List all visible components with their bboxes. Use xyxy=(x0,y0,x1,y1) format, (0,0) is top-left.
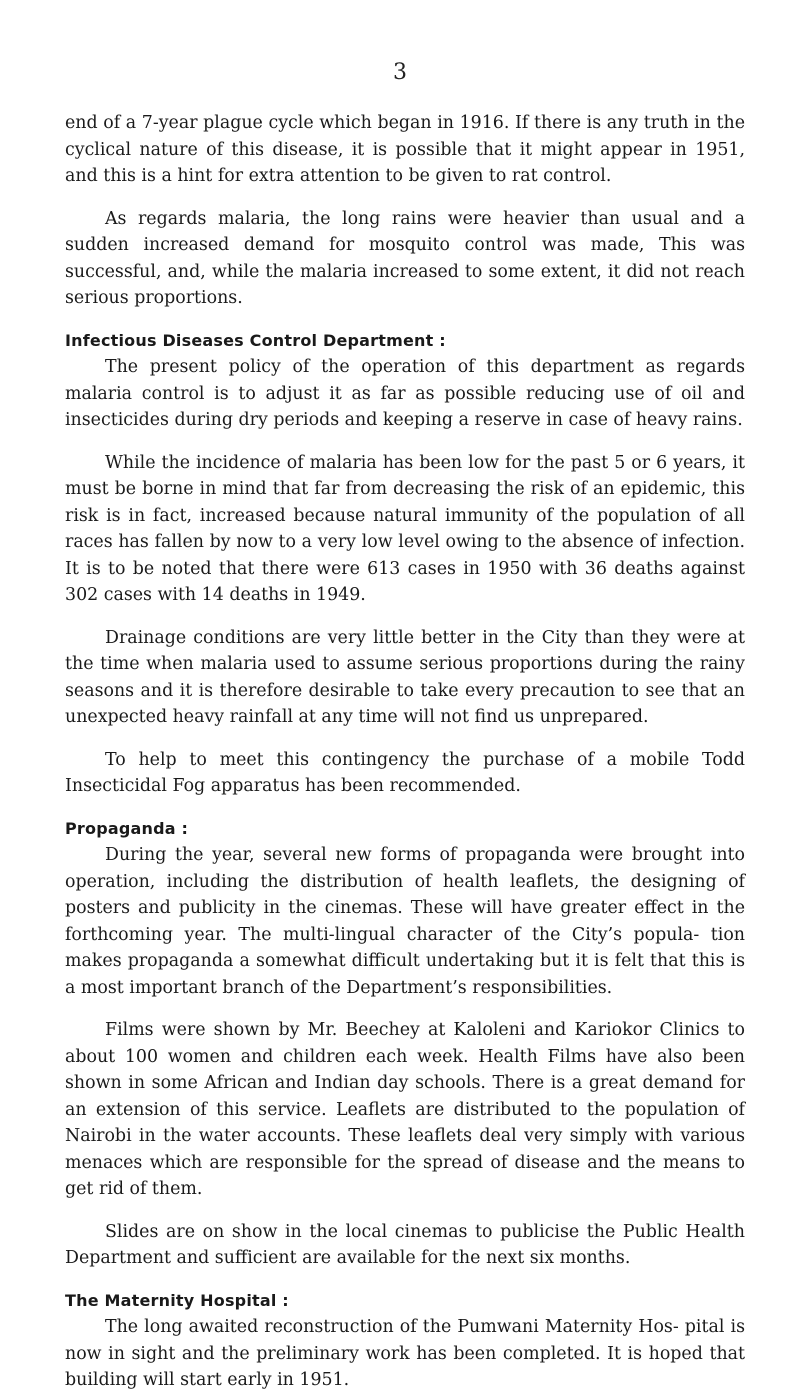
paragraph-maternity-reconstruction: The long awaited reconstruction of the Pumwani Maternity Hos- pital is now in sight and the preliminary work has been completed. It is hoped that building will start early in 1951. xyxy=(65,1317,745,1390)
paragraph-propaganda-forms: During the year, several new forms of propaganda were brought into operation, including the distribution of health leaflets, the designing of posters and publicity in the cinemas. These will have greater effect in the forthcoming year. The multi-lingual character of the City’s popula- tion makes propaganda a somewhat difficult undertaking but it is felt that this is a most important branch of the Department’s responsibilities. xyxy=(65,845,745,998)
paragraph-malaria-policy: The present policy of the operation of this department as regards malaria control is to adjust it as far as possible reducing use of oil and insecticides during dry periods and keeping a reserve in case of heavy rains. xyxy=(65,357,745,430)
paragraph-plague-cycle: end of a 7-year plague cycle which began in 1916. If there is any truth in the cyclical nature of this disease, it is possible that it might appear in 1951, and this is a hint for extra attention to be given to rat control. xyxy=(65,113,745,186)
page-number: 3 xyxy=(393,60,407,85)
paragraph-malaria-rains: As regards malaria, the long rains were heavier than usual and a sudden increased demand for mosquito control was made, This was successful, and, while the malaria increased to some extent, it did not reach serious proportions. xyxy=(65,208,745,308)
page-content xyxy=(65,110,745,1394)
paragraph-films: Films were shown by Mr. Beechey at Kaloleni and Kariokor Clinics to about 100 women and children each week. Health Films have also been shown in some African and Indian day schools. There is a great demand for an extension of this service. Leaflets are distributed to the population of Nairobi in the water accounts. These leaflets deal very simply with various menaces which are responsible for the spread of disease and the means to get rid of them. xyxy=(65,1020,745,1199)
heading-propaganda: Propaganda : xyxy=(65,818,189,838)
paragraph-slides: Slides are on show in the local cinemas to publicise the Public Health Department and sufficient are available for the next six months. xyxy=(65,1221,745,1268)
paragraph-drainage: Drainage conditions are very little better in the City than they were at the time when malaria used to assume serious proportions during the rainy seasons and it is therefore desirable to take every precaution to see that an unexpected heavy rainfall at any time will not find us unprepared. xyxy=(65,627,745,727)
paragraph-malaria-incidence: While the incidence of malaria has been low for the past 5 or 6 years, it must be borne in mind that far from decreasing the risk of an epidemic, this risk is in fact, increased because natural immunity of the population of all races has fallen by now to a very low level owing to the absence of infection. It is to be noted that there were 613 cases in 1950 with 36 deaths against 302 cases with 14 deaths in 1949. xyxy=(65,452,745,605)
heading-infectious-diseases: Infectious Diseases Control Department : xyxy=(65,330,446,350)
paragraph-fog-apparatus: To help to meet this contingency the purchase of a mobile Todd Insecticidal Fog apparatus has been recommended. xyxy=(65,749,745,796)
heading-maternity-hospital: The Maternity Hospital : xyxy=(65,1290,289,1310)
